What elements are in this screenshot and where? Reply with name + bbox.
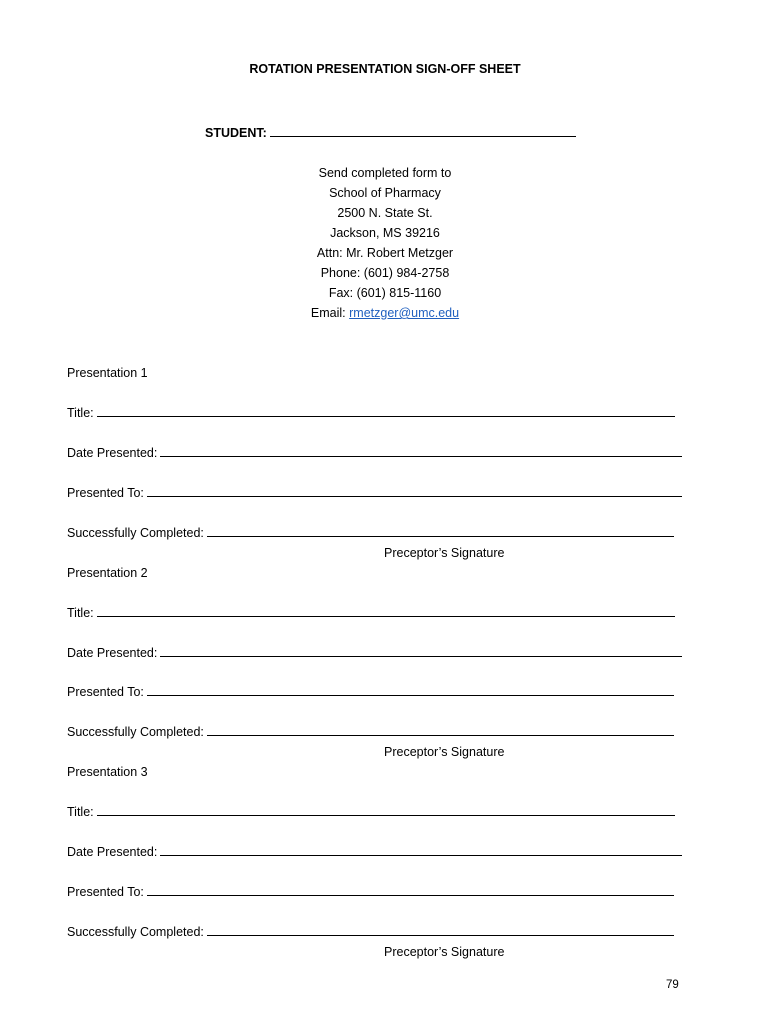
presented-to-label: Presented To:: [67, 685, 144, 699]
presentation-3-date-field: [67, 844, 682, 860]
presentation-1-to-field: [67, 485, 682, 501]
title-label: Title:: [67, 406, 94, 420]
completed-label: Successfully Completed:: [67, 526, 204, 540]
presentation-2-heading: Presentation 2: [67, 566, 148, 580]
presentation-1-completed-field: [67, 525, 674, 541]
presented-to-input-line[interactable]: [147, 684, 674, 696]
title-input-line[interactable]: [97, 605, 675, 617]
presentation-2-completed-field: [67, 724, 674, 740]
title-input-line[interactable]: [97, 804, 675, 816]
page-number: 79: [666, 979, 679, 991]
email-label: Email:: [310, 306, 346, 320]
presentation-1-date-field: [67, 445, 682, 461]
title-label: Title:: [67, 606, 94, 620]
presentation-2-date-field: [67, 645, 682, 661]
presentation-3-completed-field: [67, 924, 674, 940]
presentation-3-signature-caption: Preceptor’s Signature: [384, 945, 505, 959]
email-link[interactable]: rmetzger@umc.edu: [349, 306, 460, 320]
presentation-2-signature-caption: Preceptor’s Signature: [384, 745, 505, 759]
address-line-3: 2500 N. State St.: [337, 206, 433, 220]
student-label: STUDENT:: [205, 126, 267, 140]
completed-input-line[interactable]: [207, 525, 674, 537]
presented-to-input-line[interactable]: [147, 884, 674, 896]
title-input-line[interactable]: [97, 405, 675, 417]
presentation-1-signature-caption: Preceptor’s Signature: [384, 546, 505, 560]
date-label: Date Presented:: [67, 845, 158, 859]
completed-input-line[interactable]: [207, 924, 674, 936]
address-line-2: School of Pharmacy: [329, 186, 441, 200]
completed-label: Successfully Completed:: [67, 925, 204, 939]
address-line-1: Send completed form to: [318, 166, 452, 180]
email-line: [0, 305, 770, 321]
date-input-line[interactable]: [160, 445, 682, 457]
page-title: ROTATION PRESENTATION SIGN-OFF SHEET: [249, 62, 521, 76]
presentation-1-title-field: [67, 405, 675, 421]
presentation-3-heading: Presentation 3: [67, 765, 148, 779]
student-field: [205, 125, 576, 141]
completed-label: Successfully Completed:: [67, 725, 204, 739]
address-line-4: Jackson, MS 39216: [330, 226, 440, 240]
completed-input-line[interactable]: [207, 724, 674, 736]
presentation-2-to-field: [67, 684, 674, 700]
presented-to-label: Presented To:: [67, 885, 144, 899]
address-line-7: Fax: (601) 815-1160: [328, 286, 442, 300]
date-label: Date Presented:: [67, 646, 158, 660]
date-input-line[interactable]: [160, 844, 682, 856]
date-label: Date Presented:: [67, 446, 158, 460]
address-line-6: Phone: (601) 984-2758: [320, 266, 450, 280]
presentation-2-title-field: [67, 605, 675, 621]
presented-to-label: Presented To:: [67, 486, 144, 500]
date-input-line[interactable]: [160, 645, 682, 657]
title-label: Title:: [67, 805, 94, 819]
presented-to-input-line[interactable]: [147, 485, 682, 497]
presentation-3-title-field: [67, 804, 675, 820]
address-line-5: Attn: Mr. Robert Metzger: [316, 246, 454, 260]
presentation-1-heading: Presentation 1: [67, 366, 148, 380]
presentation-3-to-field: [67, 884, 674, 900]
student-input-line[interactable]: [270, 125, 576, 137]
